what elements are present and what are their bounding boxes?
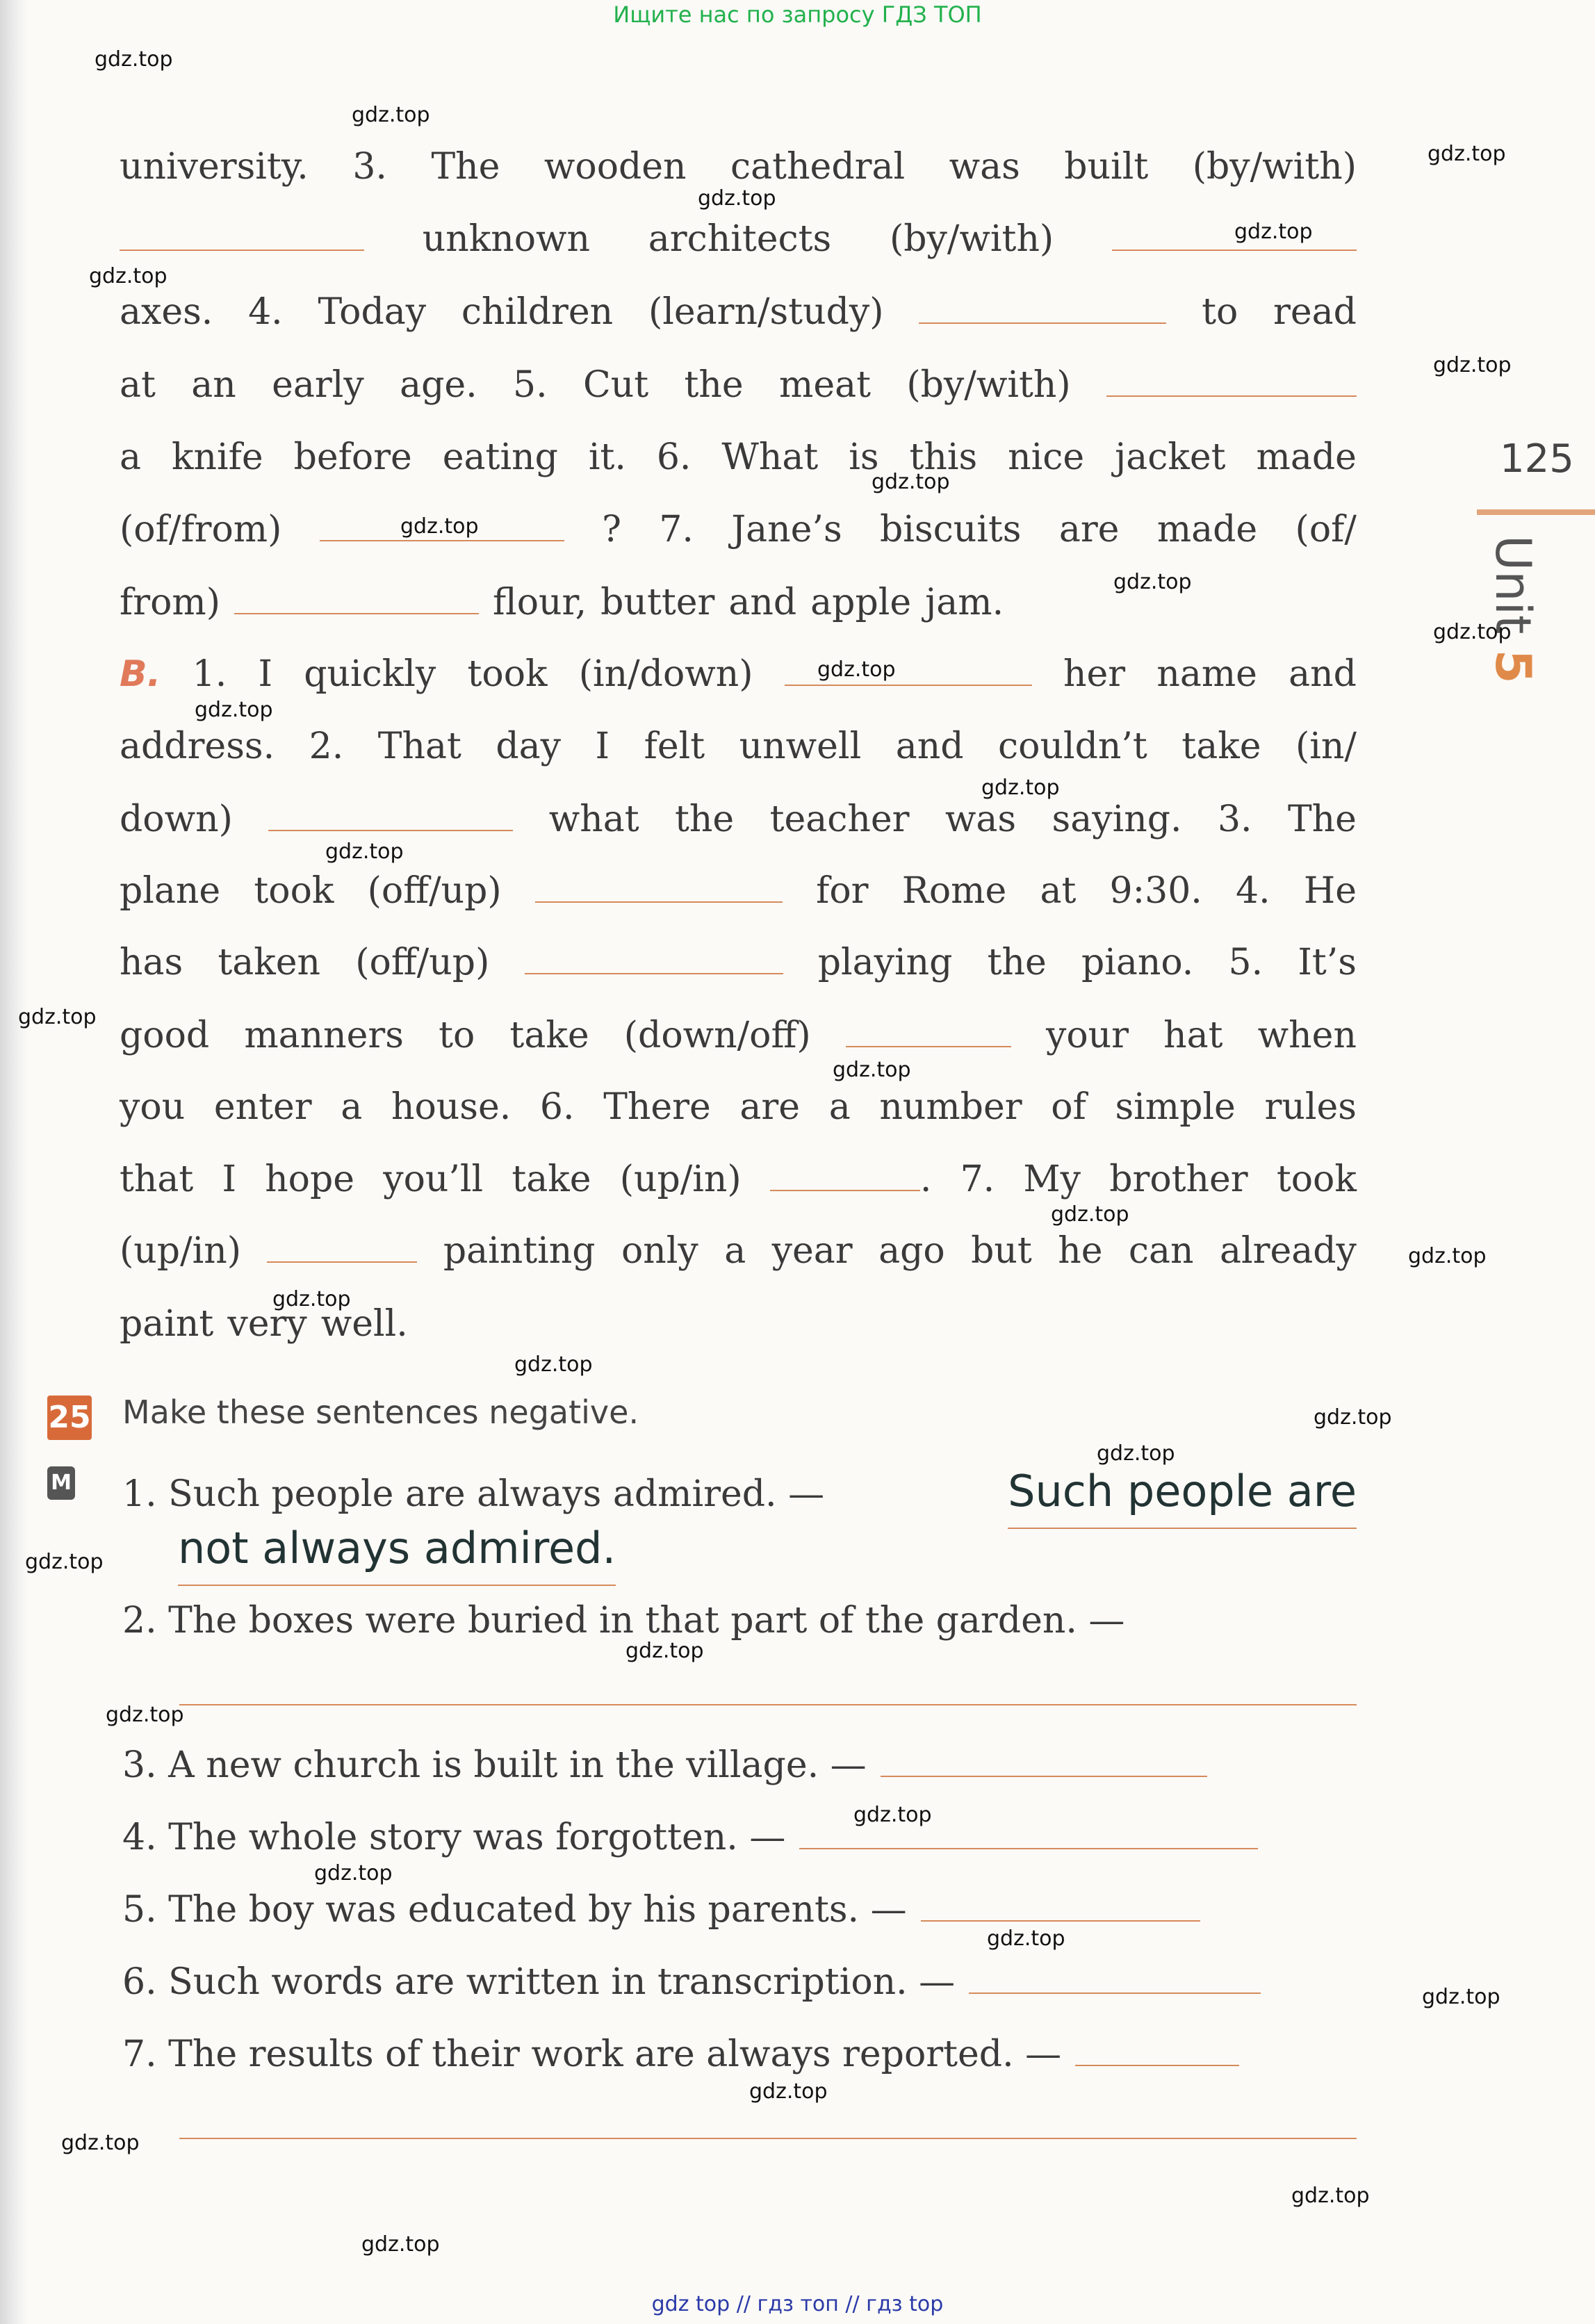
watermark: gdz.top [61, 2131, 140, 2155]
text-line-7: from) flour, butter and apple jam. [120, 566, 1357, 639]
watermark: gdz.top [987, 1926, 1065, 1951]
answer-blank[interactable] [770, 1148, 920, 1191]
exercise-instruction: Make these sentences negative. [122, 1393, 639, 1431]
answer-line[interactable] [179, 1704, 1357, 1705]
text-line-9: address. 2. That day I felt unwell and couldn’t take (in/ [120, 726, 1357, 767]
watermark: gdz.top [1433, 620, 1512, 644]
watermark: gdz.top [1428, 142, 1506, 166]
handwritten-answer-part-2: not always admired. [178, 1512, 616, 1586]
answer-blank[interactable] [535, 860, 783, 903]
watermark: gdz.top [314, 1861, 393, 1885]
watermark: gdz.top [1291, 2184, 1370, 2208]
answer-blank[interactable] [1106, 354, 1357, 397]
watermark: gdz.top [981, 776, 1060, 800]
watermark: gdz.top [698, 186, 776, 211]
watermark: gdz.top [833, 1058, 911, 1082]
exercise-sentence-2: 2. The boxes were buried in that part of the garden. — [122, 1600, 1125, 1642]
watermark: gdz.top [853, 1803, 932, 1827]
page-number: 125 [1500, 436, 1574, 482]
watermark: gdz.top [749, 2079, 828, 2104]
exercise-sentence-3: 3. A new church is built in the village. — [122, 1729, 1357, 1802]
watermark: gdz.top [1314, 1405, 1392, 1430]
model-icon: M [47, 1466, 75, 1500]
section-b-label: B. [120, 653, 161, 695]
top-banner[interactable]: Ищите нас по запросу ГДЗ ТОП [613, 1, 982, 28]
watermark: gdz.top [1408, 1244, 1487, 1268]
watermark: gdz.top [25, 1550, 104, 1574]
watermark: gdz.top [352, 103, 430, 127]
text-line-16: (up/in) painting only a year ago but he can already [120, 1215, 1357, 1288]
text-line-1: university. 3. The wooden cathedral was built (by/with) [120, 146, 1357, 188]
watermark: gdz.top [195, 698, 273, 722]
watermark: gdz.top [400, 514, 479, 539]
watermark: gdz.top [1097, 1441, 1175, 1466]
watermark: gdz.top [18, 1005, 97, 1029]
answer-blank[interactable] [919, 281, 1166, 324]
text-line-15: that I hope you’ll take (up/in) . 7. My brother took [120, 1143, 1357, 1216]
watermark: gdz.top [1433, 353, 1512, 377]
answer-blank[interactable] [267, 1220, 417, 1263]
exercise-answer-line-1 [178, 1512, 1357, 1585]
answer-blank[interactable] [921, 1879, 1200, 1922]
unit-label: Unit [1484, 535, 1541, 635]
watermark: gdz.top [272, 1287, 351, 1311]
exercise-number-badge: 25 [47, 1396, 92, 1440]
exercise-sentence-4: 4. The whole story was forgotten. — [122, 1801, 1357, 1874]
text-line-8: B. 1. I quickly took (in/down) her name and [120, 638, 1357, 711]
text-line-10: down) what the teacher was saying. 3. The [120, 783, 1357, 856]
watermark: gdz.top [95, 47, 173, 72]
answer-blank[interactable] [268, 788, 513, 831]
text-line-12: has taken (off/up) playing the piano. 5. It’s [120, 926, 1357, 999]
watermark: gdz.top [1051, 1202, 1129, 1227]
watermark: gdz.top [106, 1703, 184, 1727]
watermark: gdz.top [872, 470, 950, 494]
watermark: gdz.top [625, 1639, 704, 1663]
answer-line[interactable] [179, 2138, 1357, 2139]
unit-number: 5 [1484, 649, 1541, 684]
answer-blank[interactable] [881, 1734, 1207, 1777]
watermark: gdz.top [325, 840, 404, 864]
exercise-sentence-5: 5. The boy was educated by his parents. — [122, 1874, 1357, 1947]
exercise-sentence-7: 7. The results of their work are always reported. — [122, 2018, 1357, 2091]
watermark: gdz.top [514, 1352, 593, 1377]
watermark: gdz.top [817, 657, 896, 682]
page-binding-shadow [0, 0, 28, 2324]
watermark: gdz.top [1422, 1985, 1500, 2009]
text-line-4: at an early age. 5. Cut the meat (by/with) [120, 349, 1357, 422]
text-line-6: (of/from) ? 7. Jane’s biscuits are made (of/ [120, 493, 1357, 566]
page-number-divider [1477, 509, 1595, 515]
footer-links[interactable]: gdz top // гдз топ // гдз top [651, 2292, 944, 2316]
watermark: gdz.top [1234, 220, 1313, 244]
text-line-11: plane took (off/up) for Rome at 9:30. 4. He [120, 855, 1357, 928]
watermark: gdz.top [1113, 570, 1192, 594]
text-line-14: you enter a house. 6. There are a number of simple rules [120, 1086, 1357, 1128]
answer-blank[interactable] [846, 1004, 1011, 1047]
handwritten-answer-part-1: Such people are [1008, 1455, 1357, 1529]
watermark: gdz.top [361, 2232, 440, 2257]
answer-blank[interactable] [969, 1951, 1261, 1994]
text-line-13: good manners to take (down/off) your hat when [120, 999, 1357, 1072]
text-line-2: unknown architects (by/with) [120, 203, 1357, 276]
exercise-sentence-6: 6. Such words are written in transcription. — [122, 1946, 1357, 2019]
watermark: gdz.top [89, 264, 167, 288]
answer-blank[interactable] [120, 208, 364, 251]
text-line-17: paint very well. [120, 1303, 408, 1345]
answer-blank[interactable] [234, 571, 479, 614]
answer-blank[interactable] [1075, 2023, 1239, 2066]
text-line-3: axes. 4. Today children (learn/study) to read [120, 276, 1357, 349]
text-line-5: a knife before eating it. 6. What is this nice jacket made [120, 436, 1357, 478]
answer-blank[interactable] [525, 931, 783, 974]
exercise-sentence-1: 1. Such people are always admired. — Such people are [122, 1455, 1357, 1528]
